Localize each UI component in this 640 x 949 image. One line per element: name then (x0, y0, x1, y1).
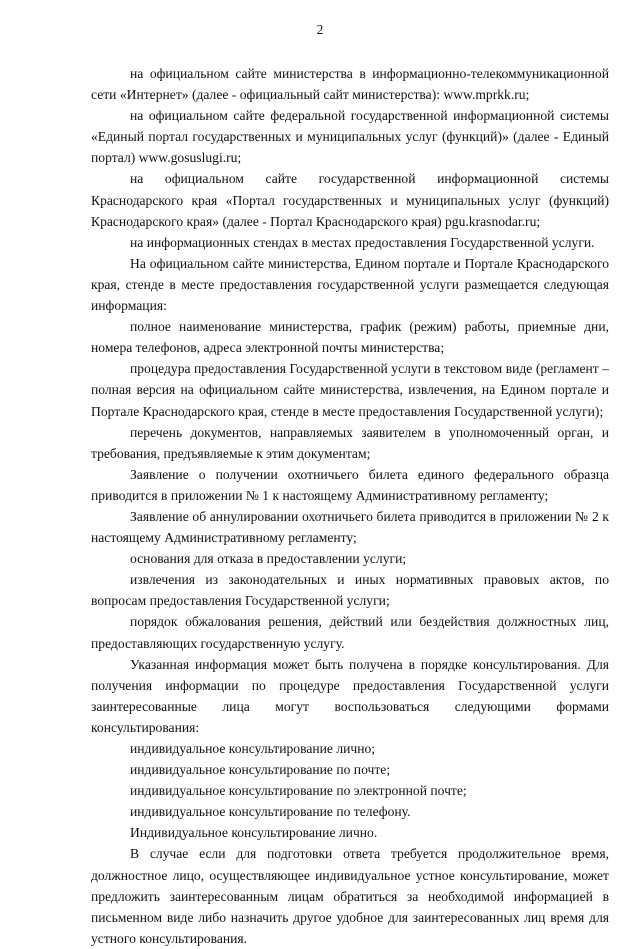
list-item-consult-by-phone: индивидуальное консультирование по телефону. (130, 804, 411, 820)
page-number: 2 (316, 22, 324, 37)
paragraph-krasnodar-portal: на официальном сайте государственной информационной системы Краснодарского края «Портал государственных и муниципальных услуг (функций) Краснодарского края» (далее - Портал Краснодарского края) pgu.krasnodar.ru; (91, 171, 609, 229)
paragraph-application-issue: Заявление о получении охотничьего билета единого федерального образца приводится в приложении № 1 к настоящему Административному регламенту; (91, 466, 609, 503)
paragraph-documents-list: перечень документов, направляемых заявителем в уполномоченный орган, и требования, предъявляемые к этим документам; (91, 424, 609, 461)
paragraph-ministry-contacts: полное наименование министерства, график (режим) работы, приемные дни, номера телефонов, адреса электронной почты министерства; (91, 319, 609, 356)
list-item-consult-in-person: индивидуальное консультирование лично; (130, 741, 376, 756)
paragraph-application-cancel: Заявление об аннулировании охотничьего билета приводится в приложении № 2 к настоящему Административному регламенту; (91, 508, 609, 546)
list-item-consult-by-mail: индивидуальное консультирование по почте; (130, 762, 391, 778)
paragraph-legal-extracts: извлечения из законодательных и иных нормативных правовых актов, по вопросам предоставления Государственной услуги; (91, 572, 609, 609)
paragraph-unified-portal: на официальном сайте федеральной государственной информационной системы «Единый портал государственных и муниципальных услуг (функций)» (далее - Единый портал) www.gosuslugi.ru; (91, 108, 609, 166)
paragraph-refusal-grounds: основания для отказа в предоставлении услуги; (130, 551, 407, 567)
document-body (91, 63, 609, 949)
paragraph-appeal-procedure: порядок обжалования решения, действий или бездействия должностных лиц, предоставляющих государственную услугу. (91, 614, 609, 651)
paragraph-consulting-intro: Указанная информация может быть получена в порядке консультирования. Для получения информации по процедуре предоставления Государственной услуги заинтересованные лица могут воспользоваться следующими формами консультирования: (91, 656, 609, 735)
paragraph-official-site: на официальном сайте министерства в информационно-телекоммуникационной сети «Интернет» (далее - официальный сайт министерства): www.mprkk.ru; (91, 66, 609, 103)
heading-consult-in-person: Индивидуальное консультирование лично. (130, 825, 378, 841)
paragraph-procedure-text: процедура предоставления Государственной услуги в текстовом виде (регламент – полная версия на официальном сайте министерства, извлечения, на Едином портале и Портале Краснодарского края, стенде в месте предоставления Государственной услуги); (91, 361, 609, 419)
paragraph-info-stands: на информационных стендах в местах предоставления Государственной услуги. (130, 234, 595, 250)
paragraph-posted-info-intro: На официальном сайте министерства, Едином портале и Портале Краснодарского края, стенде в месте предоставления государственной услуги размещается следующая информация: (91, 255, 609, 314)
paragraph-long-preparation: В случае если для подготовки ответа требуется продолжительное время, должностное лицо, осуществляющее индивидуальное устное консультирование, может предложить заинтересованным лицам обратиться за необходимой информацией в письменном виде либо назначить другое удобное для заинтересованных лиц время для устного консультирования. (91, 846, 609, 946)
list-item-consult-by-email: индивидуальное консультирование по электронной почте; (130, 783, 467, 799)
